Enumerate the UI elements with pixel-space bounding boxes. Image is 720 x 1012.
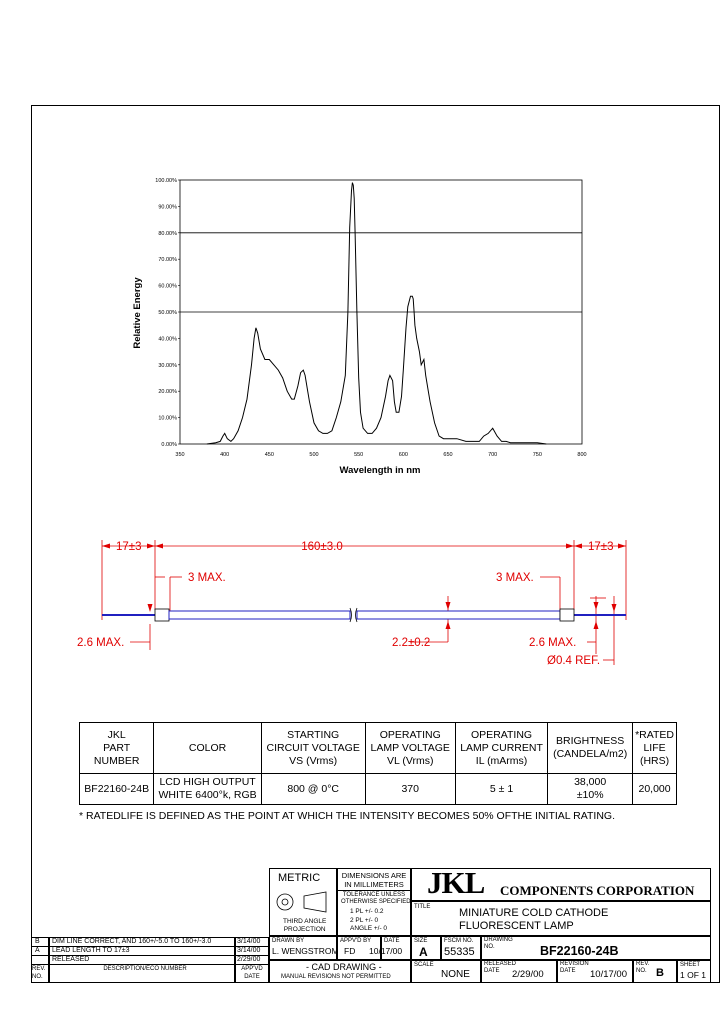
size-value: A bbox=[419, 945, 428, 959]
y-axis-label: Relative Energy bbox=[132, 277, 143, 349]
max-right-label: 3 MAX. bbox=[496, 572, 534, 584]
series-line bbox=[207, 183, 547, 444]
fscm-number: 55335 bbox=[444, 946, 475, 958]
revision-row-a-date: 3/14/00 bbox=[237, 947, 261, 954]
cell-starting-voltage: 800 @ 0°C bbox=[261, 774, 365, 805]
projection-symbol-icon bbox=[274, 890, 334, 914]
cell-color: LCD HIGH OUTPUT WHITE 6400°k, RGB bbox=[154, 774, 261, 805]
fscm-label: FSCM NO. bbox=[444, 938, 474, 944]
rev-no-header: REV. NO. bbox=[32, 966, 46, 980]
max-left-label: 3 MAX. bbox=[188, 572, 226, 584]
drawing-title: MINIATURE COLD CATHODE FLUORESCENT LAMP bbox=[459, 907, 609, 932]
rev-value: B bbox=[656, 967, 664, 979]
scale-value: NONE bbox=[441, 969, 470, 980]
header-starting-voltage: STARTING CIRCUIT VOLTAGE VS (Vrms) bbox=[261, 723, 365, 774]
x-tick-label: 550 bbox=[354, 452, 364, 458]
dia-center-label: 2.2±0.2 bbox=[392, 637, 431, 649]
manual-revisions-note: MANUAL REVISIONS NOT PERMITTED bbox=[281, 974, 391, 980]
projection-note: THIRD ANGLE PROJECTION bbox=[283, 918, 327, 933]
header-part-number: JKL PART NUMBER bbox=[80, 723, 154, 774]
cell-lamp-current: 5 ± 1 bbox=[455, 774, 547, 805]
spec-header-row bbox=[80, 723, 677, 774]
drawn-by-label: DRAWN BY bbox=[272, 938, 305, 944]
footnote: * RATEDLIFE IS DEFINED AS THE POINT AT WHICH THE INTENSITY BECOMES 50% OFTHE INITIAL RATING. bbox=[79, 810, 615, 822]
y-tick-labels bbox=[155, 178, 180, 448]
x-tick-label: 450 bbox=[264, 452, 274, 458]
y-tick-label: 0.00% bbox=[161, 442, 177, 448]
spec-table bbox=[79, 722, 677, 805]
lamp-body bbox=[102, 608, 626, 622]
rev-label: REV. NO. bbox=[636, 961, 650, 974]
revision-row-released-desc: RELEASED bbox=[52, 956, 90, 963]
x-tick-label: 600 bbox=[398, 452, 408, 458]
cad-drawing-label: - CAD DRAWING - bbox=[306, 962, 382, 972]
released-label: RELEASED DATE bbox=[484, 961, 517, 974]
drawing-no-label: DRAWING NO. bbox=[484, 937, 513, 950]
header-brightness: BRIGHTNESS (CANDELA/m2) bbox=[548, 723, 633, 774]
header-rated-life: *RATED LIFE (HRS) bbox=[633, 723, 677, 774]
description-header: DESCRIPTION/ECO NUMBER bbox=[103, 966, 187, 972]
lamp-length-label: 160±3.0 bbox=[301, 541, 343, 553]
drawn-by: L. WENGSTROM bbox=[272, 946, 339, 956]
revision-row-b-desc: DIM LINE CORRECT, AND 160+/-5.0 TO 160+/-3.0 bbox=[52, 938, 212, 945]
y-tick-label: 20.00% bbox=[158, 389, 177, 396]
cell-rated-life: 20,000 bbox=[633, 774, 677, 805]
y-tick-label: 30.00% bbox=[158, 362, 177, 369]
lead-length-right-label: 17±3 bbox=[588, 541, 614, 553]
x-tick-labels bbox=[175, 452, 586, 458]
appvd-date-header: APP'VD DATE bbox=[241, 966, 263, 980]
date-label: DATE bbox=[384, 938, 400, 944]
appvd-by-label: APPV'D BY bbox=[340, 938, 372, 944]
x-tick-label: 800 bbox=[577, 452, 587, 458]
y-tick-label: 10.00% bbox=[158, 415, 177, 422]
y-tick-label: 100.00% bbox=[155, 178, 177, 184]
y-tick-label: 40.00% bbox=[158, 336, 177, 343]
sheet-label: SHEET bbox=[680, 962, 701, 968]
revision-row-b-date: 3/14/00 bbox=[237, 938, 261, 945]
y-tick-label: 60.00% bbox=[158, 283, 177, 290]
lead-dia-label: Ø0.4 REF. bbox=[547, 655, 601, 667]
scale-label: SCALE bbox=[414, 962, 434, 968]
header-lamp-current: OPERATING LAMP CURRENT IL (mArms) bbox=[455, 723, 547, 774]
cell-lamp-voltage: 370 bbox=[365, 774, 455, 805]
revision-row-released-date: 2/29/00 bbox=[237, 956, 261, 963]
cell-part-number: BF22160-24B bbox=[80, 774, 154, 805]
company-logo: JKL bbox=[427, 865, 485, 900]
table-row bbox=[80, 774, 677, 805]
x-tick-label: 350 bbox=[175, 452, 185, 458]
appvd-by: FD bbox=[344, 946, 356, 956]
grid-lines bbox=[180, 233, 582, 312]
y-tick-label: 90.00% bbox=[158, 204, 177, 211]
revision-row-a-desc: LEAD LENGTH TO 17±3 bbox=[52, 947, 130, 954]
x-tick-label: 500 bbox=[309, 452, 319, 458]
x-axis-label: Wavelength in nm bbox=[339, 465, 421, 476]
tolerance-note: TOLERANCE UNLESS OTHERWISE SPECIFIED bbox=[341, 892, 411, 905]
header-color: COLOR bbox=[154, 723, 261, 774]
dims-note: DIMENSIONS ARE IN MILLIMETERS bbox=[341, 871, 407, 889]
y-tick-label: 50.00% bbox=[158, 310, 177, 316]
cell-brightness: 38,000 ±10% bbox=[548, 774, 633, 805]
size-label: SIZE bbox=[414, 938, 428, 944]
header-lamp-voltage: OPERATING LAMP VOLTAGE VL (Vrms) bbox=[365, 723, 455, 774]
lamp-dimension-drawing bbox=[0, 520, 720, 680]
dia-right-label: 2.6 MAX. bbox=[529, 637, 577, 649]
x-tick-label: 400 bbox=[220, 452, 230, 458]
metric-label: METRIC bbox=[278, 872, 321, 884]
y-tick-label: 80.00% bbox=[158, 230, 177, 237]
x-tick-label: 750 bbox=[532, 452, 542, 458]
revision-row-b-rev: B bbox=[35, 938, 40, 945]
revision-date: 10/17/00 bbox=[590, 969, 627, 980]
sheet-value: 1 OF 1 bbox=[680, 970, 706, 980]
dia-left-label: 2.6 MAX. bbox=[77, 637, 125, 649]
x-tick-label: 650 bbox=[443, 452, 453, 458]
approval-date: 10/17/00 bbox=[369, 946, 403, 956]
x-tick-label: 700 bbox=[488, 452, 498, 458]
lead-length-left-label: 17±3 bbox=[116, 541, 142, 553]
title-label: TITLE bbox=[414, 904, 431, 910]
y-tick-label: 70.00% bbox=[158, 257, 177, 264]
tolerances: 1 PL +/- 0.2 2 PL +/- 0 ANGLE +/- 0 bbox=[350, 908, 388, 932]
drawing-number: BF22160-24B bbox=[540, 944, 619, 958]
company-name: COMPONENTS CORPORATION bbox=[500, 883, 695, 898]
revision-row-a-rev: A bbox=[35, 947, 40, 954]
revision-date-label: REVISION DATE bbox=[560, 961, 589, 974]
released-date: 2/29/00 bbox=[512, 969, 544, 980]
